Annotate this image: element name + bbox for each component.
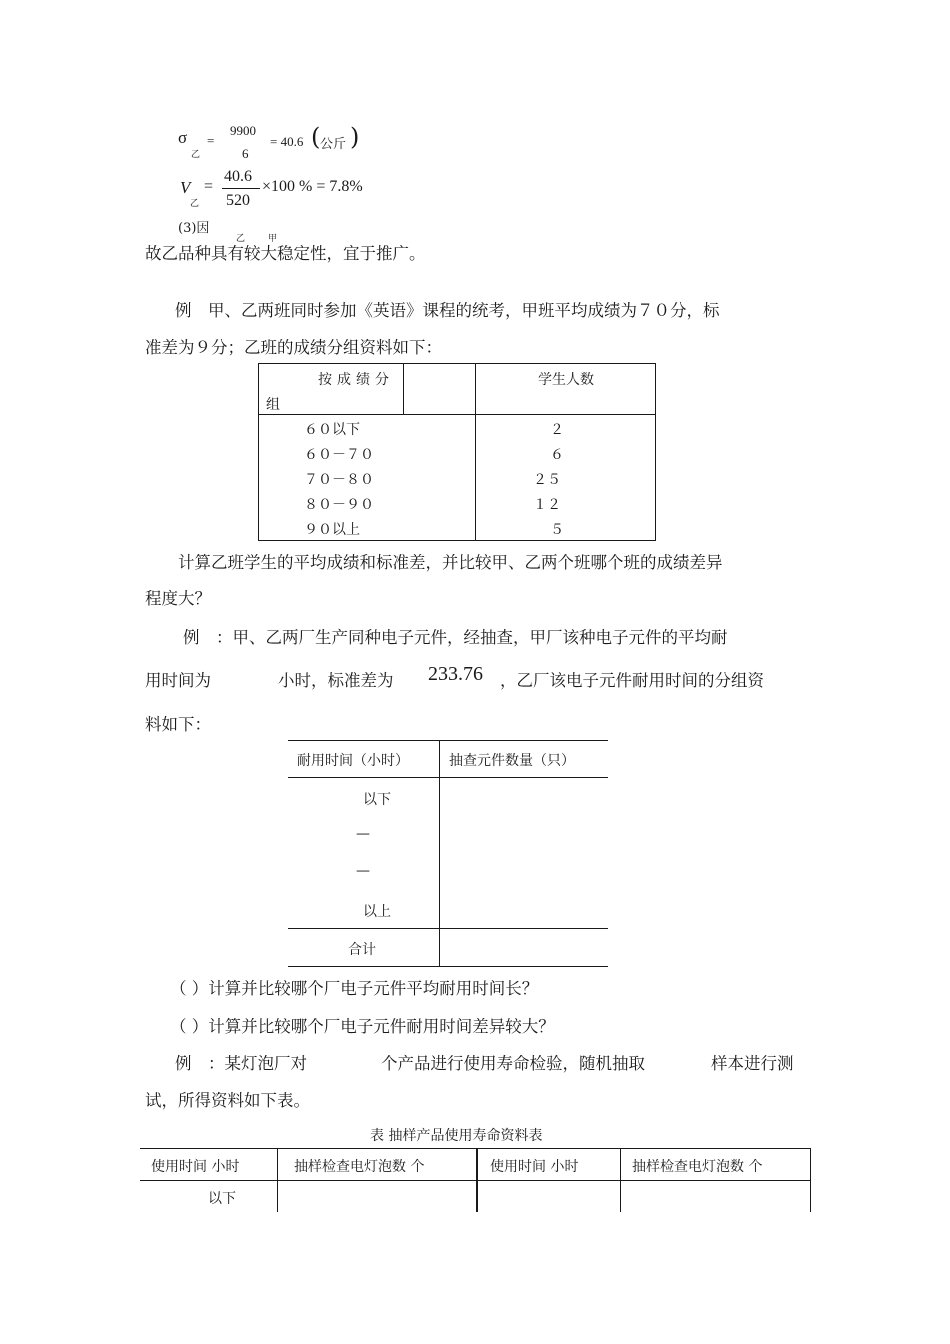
header-usage-time: 使用时间 小时 [490,1159,579,1175]
sigma-denominator: 6 [242,146,249,161]
conclusion-sub-yi: 乙 [236,234,246,244]
conclusion-text: 故乙品种具有较大稳定性，宜于推广。 [145,244,426,263]
total-label: 合计 [348,942,376,958]
example3-line1-b: 个产品进行使用寿命检验，随机抽取 [381,1054,645,1073]
example2-question2: （ ）计算并比较哪个厂电子元件耐用时间差异较大？ [170,1017,555,1036]
grade-group: ７０－８０ [304,472,374,488]
conclusion-prefix: (3)因 [178,221,210,236]
sample-row-label: 以下 [208,1191,236,1207]
grade-count: ２ [550,422,564,438]
v-denominator: 520 [226,192,250,209]
grade-count: １２ [533,497,561,513]
sigma-numerator: 9900 [230,123,256,138]
table-caption: 表 抽样产品使用寿命资料表 [370,1128,543,1144]
grade-count: ５ [550,522,564,538]
v-fraction-bar [222,188,260,189]
v-numerator: 40.6 [224,168,252,185]
example1-line1: 例 甲、乙两班同时参加《英语》课程的统考，甲班平均成绩为７０分，标 [175,301,720,320]
header-group-line1: 按成绩分 [318,372,394,388]
header-students: 学生人数 [538,372,594,388]
grade-group: ９０以上 [304,522,360,538]
sigma-paren-open: ( [311,123,321,151]
example2-line1: 例 ：甲、乙两厂生产同种电子元件，经抽查，甲厂该种电子元件的平均耐 [183,628,728,647]
sigma-subscript: 乙 [191,150,201,160]
grade-count: ２５ [533,472,561,488]
sigma-paren-close: ) [350,123,360,151]
v-equals: = [204,178,214,195]
lifetime-row: 以上 [363,904,391,920]
example2-line2-c: ，乙厂该电子元件耐用时间的分组资 [500,671,764,690]
lifetime-row: — [356,826,370,842]
header-bulb-count: 抽样检查电灯泡数 个 [632,1159,763,1175]
grade-group: ６０以下 [304,422,360,438]
grade-count: ６ [550,447,564,463]
v-result: ×100 % = 7.8% [262,178,363,195]
header-count: 抽查元件数量（只） [449,753,575,769]
header-bulb-count: 抽样检查电灯泡数 个 [294,1159,425,1175]
example1-question-line2: 程度大？ [145,589,211,608]
header-time: 耐用时间（小时） [297,753,409,769]
header-usage-time: 使用时间 小时 [151,1159,240,1175]
conclusion-sub-jia: 甲 [268,234,278,244]
example1-question-line1: 计算乙班学生的平均成绩和标准差，并比较甲、乙两个班哪个班的成绩差异 [178,553,723,572]
header-group-line2: 组 [266,397,280,413]
example2-line2-a: 用时间为 [145,671,211,690]
example3-line1-a: 例 ：某灯泡厂对 [175,1054,307,1073]
example2-line3: 料如下： [145,715,211,734]
sigma-result: = 40.6 [270,134,304,149]
v-symbol: V [180,178,191,197]
v-subscript: 乙 [190,199,200,209]
example3-line2: 试，所得资料如下表。 [145,1091,310,1110]
sigma-unit: 公斤 [320,137,347,152]
sigma-symbol: σ [178,128,188,147]
example1-line2: 准差为９分；乙班的成绩分组资料如下： [145,338,442,357]
sigma-equals: = [207,133,215,148]
lifetime-row: — [356,863,370,879]
example2-line2-b: 小时，标准差为 [278,671,394,690]
grade-group: ８０－９０ [304,497,374,513]
example2-std-dev: 233.76 [428,663,483,685]
grade-group: ６０－７０ [304,447,374,463]
lifetime-row: 以下 [363,792,391,808]
example3-line1-c: 样本进行测 [711,1054,794,1073]
example2-question1: （ ）计算并比较哪个厂电子元件平均耐用时间长？ [170,979,539,998]
